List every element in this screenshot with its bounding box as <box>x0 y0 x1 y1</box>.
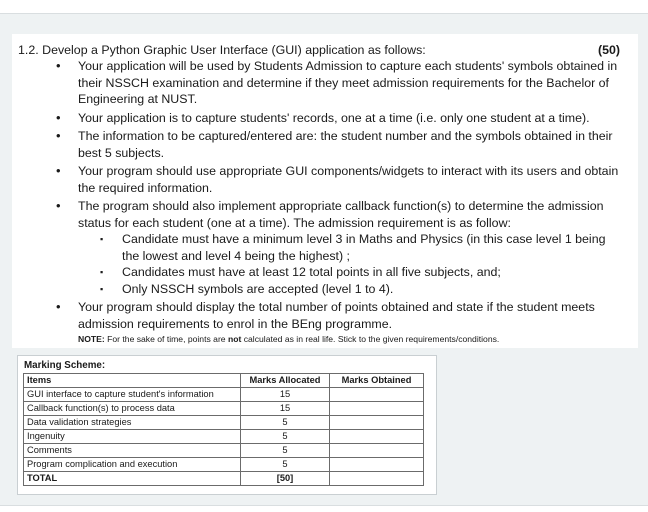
question-heading <box>18 42 620 58</box>
list-item <box>34 299 626 345</box>
bullet-text: Your application will be used by Students Admission to capture each students' symbols obtained in their NSSCH examination and determine if they meet admission requirements for the Bachelor of Engineering at NUST. <box>78 59 618 106</box>
sub-list-item: ▪ Candidates must have at least 12 total points in all five subjects, and; <box>78 264 626 281</box>
obtained-cell <box>330 402 424 416</box>
note-emphasis: not <box>227 334 242 344</box>
question-marks: (50) <box>597 43 620 57</box>
requirements-list <box>34 58 626 347</box>
allocated-cell: 5 <box>241 416 330 430</box>
bullet-text: Your application is to capture students' records, one at a time (i.e. only one student at a time). <box>78 110 590 125</box>
list-item <box>34 58 626 108</box>
header-marks-obtained: Marks Obtained <box>330 374 424 388</box>
allocated-cell: 5 <box>241 444 330 458</box>
bullet-text: Your program should display the total number of points obtained and state if the student meets admission requirements to enrol in the BEng programme. <box>78 300 595 331</box>
item-cell: GUI interface to capture student's information <box>24 388 241 402</box>
table-header-row <box>24 374 424 388</box>
table-row <box>24 458 424 472</box>
question-number: 1.2. <box>18 43 39 57</box>
question-page <box>12 34 638 348</box>
header-marks-allocated: Marks Allocated <box>241 374 330 388</box>
list-item <box>34 110 626 127</box>
table-row <box>24 430 424 444</box>
note-label: NOTE: <box>78 334 105 344</box>
note-text: calculated as in real life. Stick to the given requirements/conditions. <box>241 334 500 344</box>
table-row <box>24 416 424 430</box>
item-cell: Data validation strategies <box>24 416 241 430</box>
allocated-cell: 15 <box>241 402 330 416</box>
marking-scheme-title: Marking Scheme: <box>24 360 106 371</box>
list-item <box>34 163 626 196</box>
item-cell: Program complication and execution <box>24 458 241 472</box>
allocated-cell: 5 <box>241 458 330 472</box>
list-item <box>34 198 626 297</box>
sub-list-item: ▪ Only NSSCH symbols are accepted (level 1 to 4). <box>78 281 626 298</box>
item-cell: Comments <box>24 444 241 458</box>
note <box>78 333 626 345</box>
note-text: For the sake of time, points are <box>104 334 228 344</box>
marking-scheme <box>17 355 437 495</box>
obtained-cell <box>330 416 424 430</box>
header-items: Items <box>24 374 241 388</box>
allocated-cell: 5 <box>241 430 330 444</box>
obtained-cell <box>330 458 424 472</box>
total-label-cell: TOTAL <box>24 472 241 486</box>
allocated-cell: 15 <box>241 388 330 402</box>
obtained-cell <box>330 430 424 444</box>
item-cell: Ingenuity <box>24 430 241 444</box>
obtained-cell <box>330 444 424 458</box>
total-obtained-cell <box>330 472 424 486</box>
table-row <box>24 444 424 458</box>
table-row <box>24 388 424 402</box>
table-total-row <box>24 472 424 486</box>
bullet-text: The information to be captured/entered are: the student number and the symbols obtained in their best 5 subjects. <box>78 129 613 160</box>
top-bar <box>0 0 648 14</box>
sub-list-item: ▪ Candidate must have a minimum level 3 in Maths and Physics (in this case level 1 being the lowest and level 4 being the highest) ; <box>78 231 626 264</box>
list-item <box>34 128 626 161</box>
obtained-cell <box>330 388 424 402</box>
admission-requirements-list <box>78 231 626 297</box>
total-allocated-cell: [50] <box>241 472 330 486</box>
table-row <box>24 402 424 416</box>
bullet-text: The program should also implement appropriate callback function(s) to determine the admission status for each student (one at a time). The admission requirement is as follow: <box>78 199 604 230</box>
item-cell: Callback function(s) to process data <box>24 402 241 416</box>
marking-scheme-table <box>23 373 424 486</box>
bullet-text: Your program should use appropriate GUI components/widgets to interact with its users and obtain the required information. <box>78 164 619 195</box>
question-title: Develop a Python Graphic User Interface (GUI) application as follows: <box>42 43 426 57</box>
